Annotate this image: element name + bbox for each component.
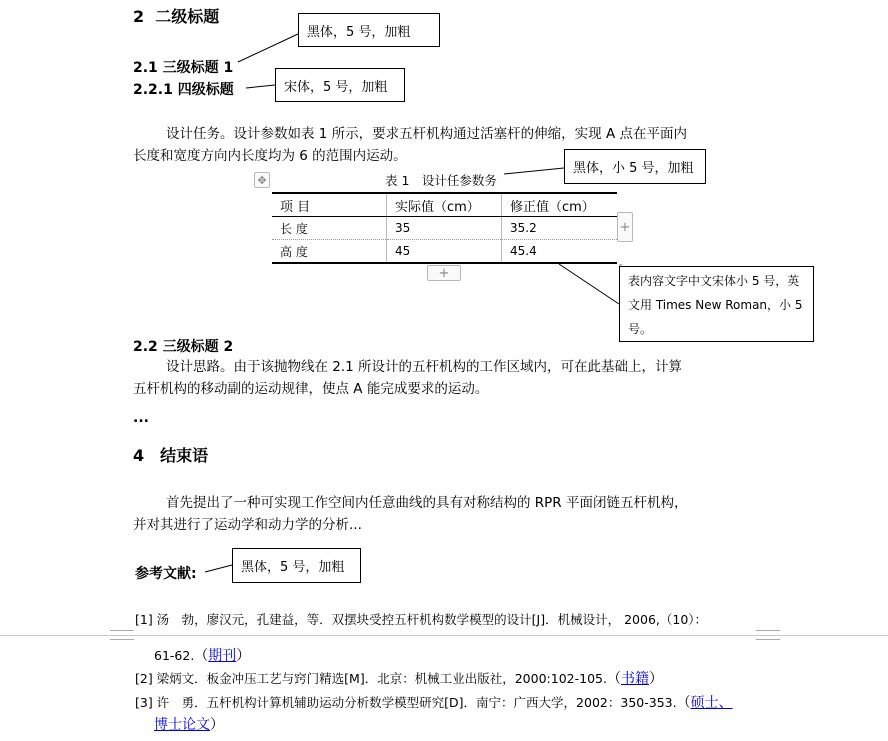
page-margin-marker-right: [756, 630, 780, 640]
reference-2-text: [2] 梁炳文．板金冲压工艺与窍门精选[M]．北京：机械工业出版社，2000:102-105.: [135, 671, 607, 686]
reference-type-journal-link[interactable]: 期刊: [208, 648, 237, 664]
heading-2-1: 2.1 三级标题 1: [133, 60, 234, 76]
paren-close: ）: [648, 671, 663, 687]
table-header-cell[interactable]: 项 目: [272, 193, 387, 217]
reference-1-line-2: [154, 645, 250, 665]
reference-3-text: [3] 许 勇．五杆机构计算机辅助运动分析数学模型研究[D]．南宁：广西大学，2002：350-353.: [135, 695, 677, 710]
references-heading: 参考文献:: [135, 566, 197, 582]
table-row: [272, 217, 617, 240]
reference-type-thesis-link-2[interactable]: 博士论文: [154, 717, 210, 733]
callout-table-content-format: 表内容文字中文宋体小 5 号，英文用 Times New Roman，小 5 号。: [619, 266, 814, 342]
heading-2-2-1: 2.2.1 四级标题: [133, 82, 234, 98]
reference-type-book-link[interactable]: 书籍: [620, 671, 649, 687]
leader-line-5: [205, 565, 232, 572]
table-move-handle[interactable]: ✥: [254, 172, 270, 188]
callout-heading-2-format: 黑体，5 号，加粗: [298, 13, 440, 47]
leader-line-4: [559, 264, 619, 304]
data-table: [272, 192, 617, 264]
heading-2: [133, 4, 219, 27]
table-cell[interactable]: 高 度: [272, 240, 387, 264]
paren-open: （: [606, 671, 621, 687]
reference-3: [135, 692, 733, 712]
reference-1-line-1: [1] 汤 勃，廖汉元，孔建益，等．双摆块受控五杆机构数学模型的设计[J]．机械设计， 2006,（10）：: [135, 612, 708, 627]
ellipsis: ...: [133, 410, 149, 426]
table-row: [272, 240, 617, 264]
add-row-button[interactable]: +: [427, 265, 461, 281]
paren-open: （: [676, 695, 691, 711]
callout-heading-4-format: 宋体，5 号，加粗: [275, 68, 405, 102]
leader-line-3: [504, 168, 564, 174]
leader-line-2: [246, 85, 275, 88]
table-cell[interactable]: 45.4: [502, 240, 618, 264]
paragraph-1-line-2: 长度和宽度方向内长度均为 6 的范围内运动。: [133, 148, 407, 164]
callout-table-caption-format: 黑体，小 5 号，加粗: [564, 149, 706, 184]
heading-2-2: 2.2 三级标题 2: [133, 339, 234, 355]
paren-close: ）: [210, 717, 224, 733]
heading-2-text: 二级标题: [155, 7, 220, 26]
table-cell[interactable]: 35: [387, 217, 502, 240]
leader-line-1: [238, 34, 298, 62]
table-header-row: [272, 193, 617, 217]
reference-type-thesis-link[interactable]: 硕士、: [690, 695, 733, 711]
reference-1-pages: 61-62.: [154, 648, 195, 663]
table-cell[interactable]: 35.2: [502, 217, 618, 240]
reference-3-line-2: [154, 714, 224, 734]
table-header-cell[interactable]: 实际值（cm）: [387, 193, 502, 217]
paragraph-2-line-1: 设计思路。由于该抛物线在 2.1 所设计的五杆机构的工作区域内，可在此基础上，计算: [166, 359, 683, 375]
reference-2: [135, 668, 663, 688]
paragraph-3-line-1: 首先提出了一种可实现工作空间内任意曲线的具有对称结构的 RPR 平面闭链五杆机构，: [166, 495, 688, 511]
paren-close: ）: [236, 648, 251, 664]
callout-references-format: 黑体，5 号，加粗: [232, 548, 361, 583]
paren-open: （: [194, 648, 209, 664]
table-header-cell[interactable]: 修正值（cm）: [502, 193, 618, 217]
paragraph-3-line-2: 并对其进行了运动学和动力学的分析...: [133, 517, 362, 533]
paragraph-1-line-1: 设计任务。设计参数如表 1 所示，要求五杆机构通过活塞杆的伸缩，实现 A 点在平面内: [166, 126, 687, 142]
heading-2-number: 2: [133, 7, 145, 26]
paragraph-2-line-2: 五杆机构的移动副的运动规律，使点 A 能完成要求的运动。: [133, 381, 489, 397]
heading-conclusion: 4 结束语: [133, 446, 209, 465]
table-cell[interactable]: 长 度: [272, 217, 387, 240]
add-column-button[interactable]: +: [617, 212, 633, 242]
page-margin-marker-left: [110, 630, 134, 640]
table-caption: 表 1 设计任参数务: [385, 173, 497, 188]
table-cell[interactable]: 45: [387, 240, 502, 264]
